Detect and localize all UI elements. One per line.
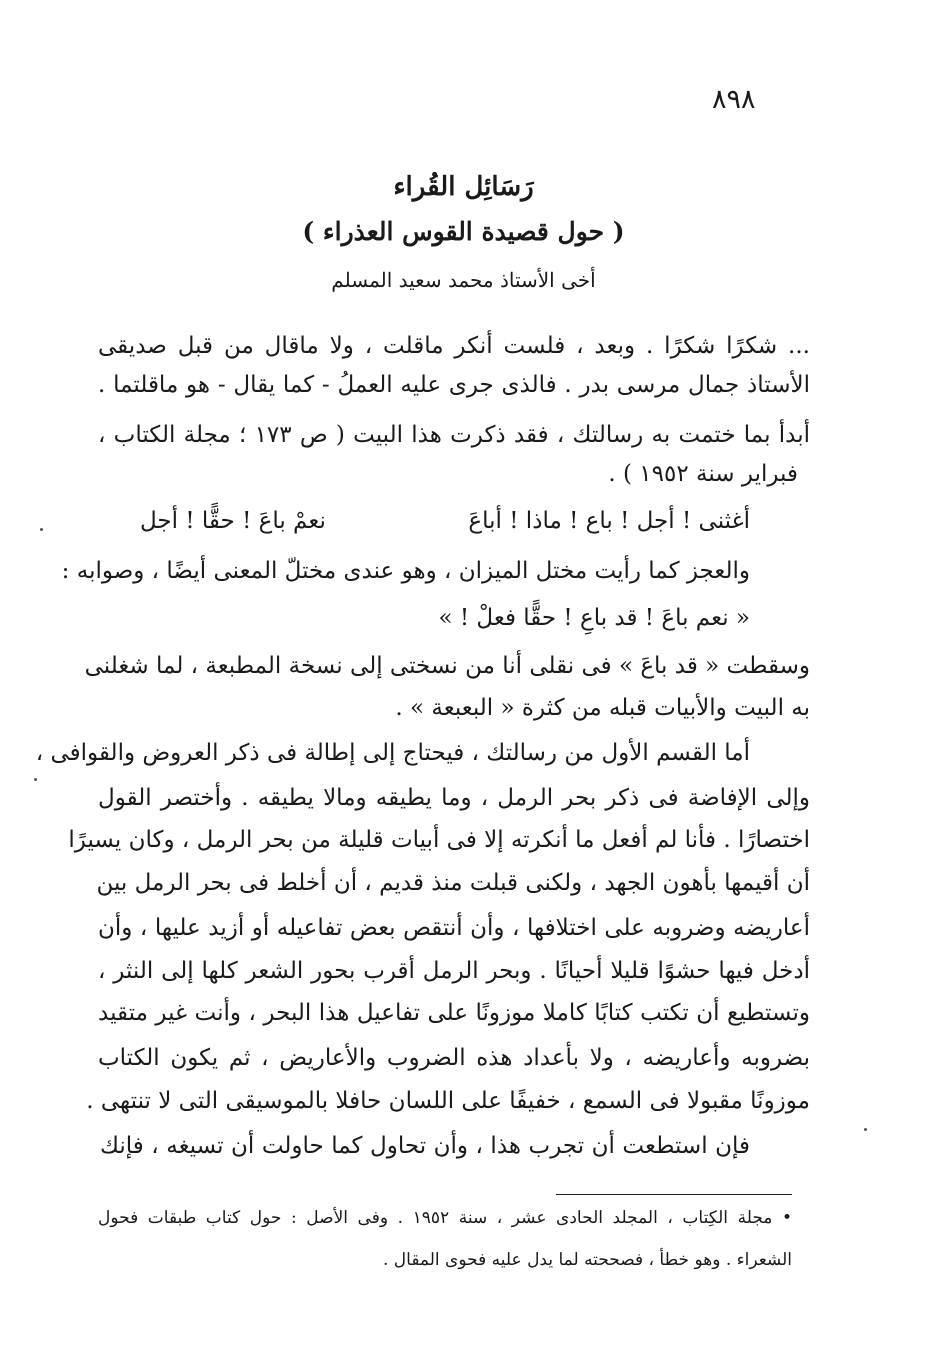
verse-hemistich-right: أغثنى ! أجل ! باع ! ماذا ! أباعَ (468, 508, 750, 534)
body-line: موزونًا مقبولا فى السمع ، خفيفًا على اللسان حافلا بالموسيقى التى لا تنتهى . (86, 1088, 810, 1114)
scan-speck (40, 528, 43, 531)
body-line: وتستطيع أن تكتب كتابًا كاملا موزونًا على تفاعيل هذا البحر ، وأنت غير متقيد (98, 1000, 810, 1026)
footnote-line: الشعراء . وهو خطأ ، فصححته لما يدل عليه فحوى المقال . (382, 1250, 792, 1270)
body-line: فبراير سنة ١٩٥٢ ) . (608, 461, 798, 487)
body-line: أن أقيمها بأهون الجهد ، ولكنى قبلت منذ قديم ، أن أخلط فى بحر الرمل بين (96, 870, 810, 896)
body-line: أدخل فيها حشوًا قليلا أحيانًا . وبحر الرمل أقرب بحور الشعر كلها إلى النثر ، (98, 958, 810, 984)
author-line: أخى الأستاذ محمد سعيد المسلم (331, 268, 596, 292)
body-line: به البيت والأبيات قبله من كثرة « البعبعة » . (395, 695, 810, 721)
body-line: الأستاذ جمال مرسى بدر . فالذى جرى عليه العملُ - كما يقال - هو ماقلتما . (98, 372, 810, 398)
body-line: أعاريضه وضروبه على اختلافها ، وأن أنتقص بعض تفاعيله أو أزيد عليها ، وأن (98, 915, 810, 941)
body-line: أما القسم الأول من رسالتك ، فيحتاج إلى إطالة فى ذكر العروض والقوافى ، (35, 740, 750, 766)
scan-speck (864, 1128, 867, 1131)
verse-line (140, 503, 750, 539)
body-line: أبدأ بما ختمت به رسالتك ، فقد ذكرت هذا البيت ( ص ١٧٣ ؛ مجلة الكتاب ، (98, 422, 810, 448)
body-line: وإلى الإفاضة فى ذكر بحر الرمل ، وما يطيقه ومالا يطيقه . وأختصر القول (98, 785, 810, 811)
scan-speck (34, 778, 37, 781)
footnote-line: • مجلة الكِتاب ، المجلد الحادى عشر ، سنة ١٩٥٢ . وفى الأصل : حول كتاب طبقات فحول (98, 1208, 792, 1228)
verse-line: « نعم باعَ ! قد باعِ ! حقًّا فعلْ ! » (438, 605, 750, 631)
body-line: فإن استطعت أن تجرب هذا ، وأن تحاول كما حاولت أن تسيغه ، فإنك (100, 1133, 750, 1159)
article-subtitle: ( حول قصيدة القوس العذراء ) (302, 217, 625, 246)
body-line: والعجز كما رأيت مختل الميزان ، وهو عندى مختلّ المعنى أيضًا ، وصوابه : (61, 558, 750, 584)
page-number: ٨٩٨ (712, 84, 756, 115)
body-line: اختصارًا . فأنا لم أفعل ما أنكرته إلا فى أبيات قليلة من بحر الرمل ، وكان يسيرًا (68, 827, 810, 853)
footnote-rule (556, 1194, 792, 1195)
body-line: بضروبه وأعاريضه ، ولا بأعداد هذه الضروب والأعاريض ، ثم يكون الكتاب (98, 1045, 810, 1071)
section-title: رَسَائِل القُراء (393, 172, 534, 202)
body-line: وسقطت « قد باعَ » فى نقلى أنا من نسختى إلى نسخة المطبعة ، لما شغلنى (84, 653, 810, 679)
body-line: ... شكرًا شكرًا . وبعد ، فلست أنكر ماقلت ، ولا ماقال من قبل صديقى (98, 333, 810, 359)
verse-hemistich-left: نعمْ باعَ ! حقًّا ! أجل (140, 508, 326, 534)
